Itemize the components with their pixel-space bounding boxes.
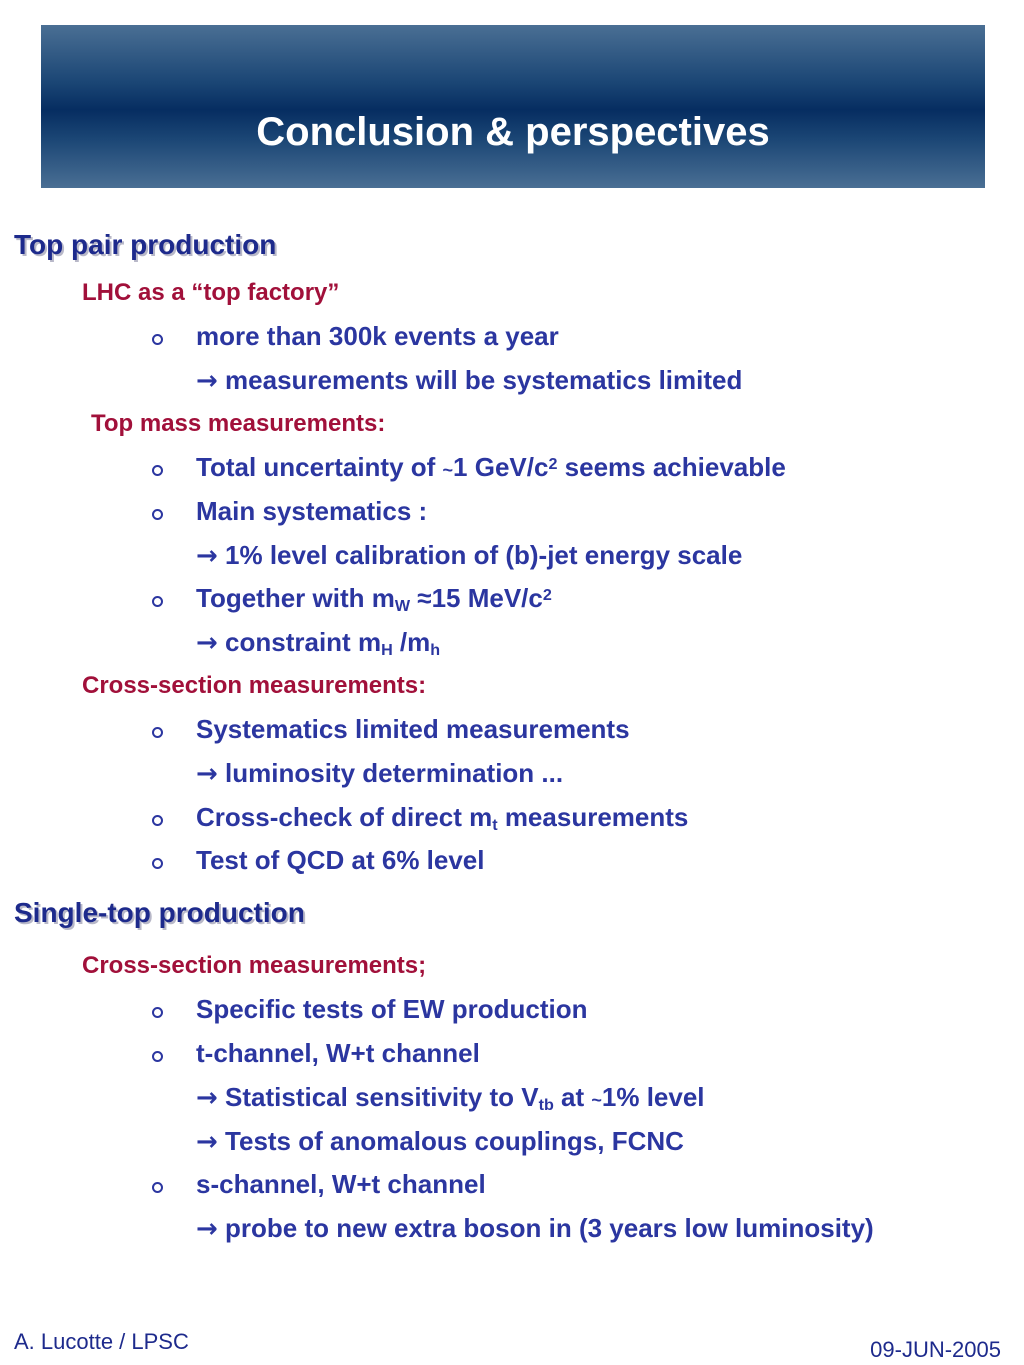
list-item-vtb-sensitivity: → Statistical sensitivity to $V_{tb}$ at ~1% level [196, 1082, 705, 1115]
list-item-luminosity: → luminosity determination ... [196, 758, 564, 789]
section-heading-top-pair: Top pair production [14, 229, 277, 260]
list-item-uncertainty: Total uncertainty of ~1 GeV/$c^2$ seems achievable [196, 452, 786, 482]
footer-author: A. Lucotte / LPSC [14, 1329, 189, 1354]
bullet-icon [152, 334, 163, 345]
list-item-anomalous-couplings: → Tests of anomalous couplings, FCNC [196, 1126, 684, 1157]
bullet-icon [152, 1182, 163, 1193]
arrow-right-icon: → [196, 1083, 218, 1113]
arrow-right-icon: → [196, 628, 218, 658]
list-item-s-channel: s-channel, W+t channel [196, 1169, 486, 1199]
list-item-crosscheck-mt: Cross-check of direct $m_t$ measurements [196, 802, 689, 835]
arrow-right-icon: → [196, 759, 218, 789]
slide-title: Conclusion & perspectives [256, 110, 770, 154]
list-item-together-mw: Together with $m_W \approx 15$ MeV/$c^2$ [196, 583, 552, 616]
list-item-systematics-limited-measurements: Systematics limited measurements [196, 714, 630, 744]
footer-date: 09-JUN-2005 [870, 1337, 1001, 1362]
list-item-constraint: → constraint $m_H$ $/m_h$ [196, 627, 441, 660]
bullet-icon [152, 1051, 163, 1062]
arrow-right-icon: → [196, 366, 218, 396]
subheading-lhc-top-factory: LHC as a “top factory” [82, 279, 340, 306]
bullet-icon [152, 509, 163, 520]
bullet-icon [152, 815, 163, 826]
subheading-cross-section: Cross-section measurements: [82, 672, 427, 699]
list-item-qcd-test: Test of QCD at 6% level [196, 845, 485, 875]
arrow-right-icon: → [196, 1214, 218, 1244]
list-item-main-systematics: Main systematics : [196, 496, 428, 526]
list-item-ew-tests: Specific tests of EW production [196, 994, 588, 1024]
list-item-events: more than 300k events a year [196, 321, 559, 351]
list-item-probe-boson: → probe to new extra boson in (3 years low luminosity) [196, 1213, 874, 1244]
bullet-icon [152, 596, 163, 607]
section-heading-single-top: Single-top production [14, 897, 305, 928]
subheading-cross-section-single: Cross-section measurements; [82, 952, 427, 979]
list-item-t-channel: t-channel, W+t channel [196, 1038, 480, 1068]
list-item-systematics-limited: → measurements will be systematics limited [196, 365, 743, 396]
bullet-icon [152, 465, 163, 476]
list-item-jet-energy-scale: → 1% level calibration of (b)-jet energy scale [196, 540, 743, 571]
arrow-right-icon: → [196, 1127, 218, 1157]
bullet-icon [152, 727, 163, 738]
arrow-right-icon: → [196, 541, 218, 571]
bullet-icon [152, 1007, 163, 1018]
bullet-icon [152, 858, 163, 869]
title-banner [41, 25, 985, 188]
subheading-top-mass: Top mass measurements: [91, 410, 386, 437]
